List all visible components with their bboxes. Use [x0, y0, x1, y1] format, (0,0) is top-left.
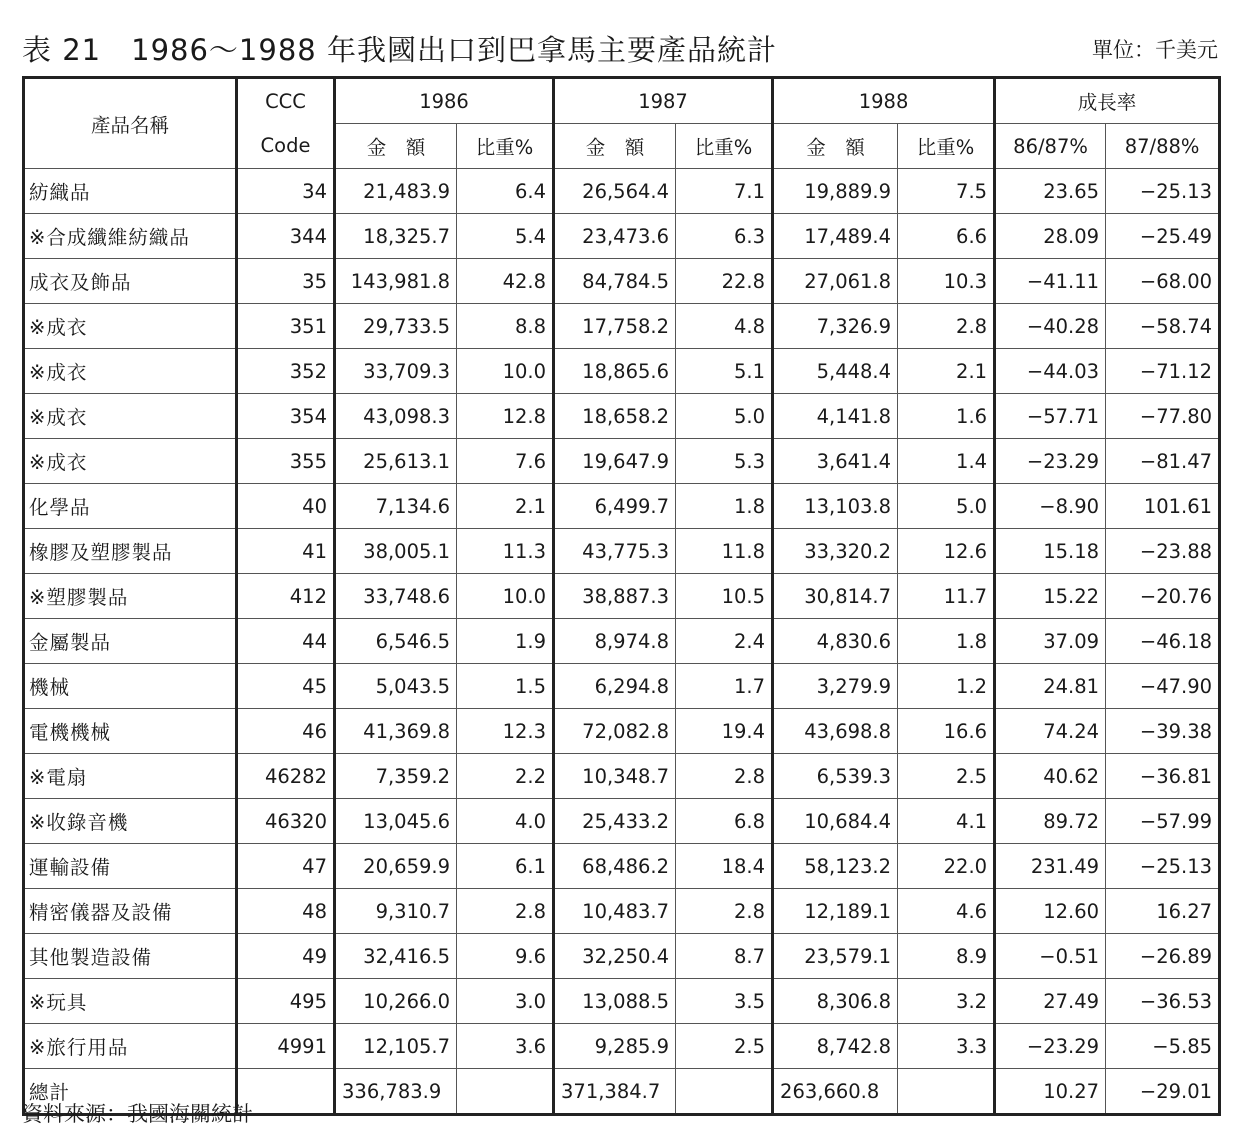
unit-label: 單位：千美元: [1092, 38, 1218, 62]
amount-1987-cell: 68,486.2: [554, 844, 676, 889]
product-name-cell: 電機機械: [24, 709, 237, 754]
product-name-cell: 其他製造設備: [24, 934, 237, 979]
table-title: 表 21 1986～1988 年我國出口到巴拿馬主要產品統計: [22, 33, 777, 67]
share-1986-cell: 6.1: [457, 844, 554, 889]
product-name-cell: ※玩具: [24, 979, 237, 1024]
share-1988-cell: 2.8: [898, 304, 995, 349]
amount-1986-cell: 336,783.9: [335, 1069, 457, 1115]
ccc-code-cell: 44: [237, 619, 335, 664]
growth-86-87-cell: −23.29: [995, 439, 1106, 484]
share-1988-cell: 1.4: [898, 439, 995, 484]
amount-1988-cell: 7,326.9: [773, 304, 898, 349]
amount-1987-cell: 9,285.9: [554, 1024, 676, 1069]
table-row: [24, 574, 1220, 619]
share-1988-cell: 1.2: [898, 664, 995, 709]
amount-1987-cell: 10,483.7: [554, 889, 676, 934]
amount-1986-cell: 10,266.0: [335, 979, 457, 1024]
table-row: [24, 754, 1220, 799]
amount-1987-cell: 13,088.5: [554, 979, 676, 1024]
amount-1986-cell: 33,709.3: [335, 349, 457, 394]
table-row: [24, 214, 1220, 259]
growth-86-87-cell: 231.49: [995, 844, 1106, 889]
share-1987-cell: 22.8: [676, 259, 773, 304]
amount-1988-cell: 43,698.8: [773, 709, 898, 754]
growth-86-87-cell: −44.03: [995, 349, 1106, 394]
share-1987-cell: 6.3: [676, 214, 773, 259]
table-row: [24, 169, 1220, 214]
share-1986-cell: 12.3: [457, 709, 554, 754]
share-1987-cell: 7.1: [676, 169, 773, 214]
table-row: [24, 844, 1220, 889]
amount-1986-cell: 12,105.7: [335, 1024, 457, 1069]
product-name-cell: ※合成纖維紡織品: [24, 214, 237, 259]
header-ccc-line1: CCC: [237, 78, 335, 124]
amount-1986-cell: 20,659.9: [335, 844, 457, 889]
amount-1987-cell: 23,473.6: [554, 214, 676, 259]
amount-1987-cell: 10,348.7: [554, 754, 676, 799]
table-row: [24, 1024, 1220, 1069]
table-row: [24, 259, 1220, 304]
ccc-code-cell: 40: [237, 484, 335, 529]
share-1986-cell: 6.4: [457, 169, 554, 214]
amount-1986-cell: 6,546.5: [335, 619, 457, 664]
header-growth-rate: 成長率: [995, 78, 1220, 124]
share-1988-cell: 11.7: [898, 574, 995, 619]
share-1987-cell: 19.4: [676, 709, 773, 754]
growth-86-87-cell: 37.09: [995, 619, 1106, 664]
amount-1986-cell: 43,098.3: [335, 394, 457, 439]
header-product-name: 產品名稱: [24, 78, 237, 169]
share-1986-cell: 10.0: [457, 574, 554, 619]
table-row: [24, 619, 1220, 664]
growth-86-87-cell: 15.18: [995, 529, 1106, 574]
product-name-cell: ※成衣: [24, 349, 237, 394]
product-name-cell: ※成衣: [24, 304, 237, 349]
growth-87-88-cell: −36.81: [1106, 754, 1220, 799]
growth-86-87-cell: −23.29: [995, 1024, 1106, 1069]
table-row: [24, 979, 1220, 1024]
share-1987-cell: 1.7: [676, 664, 773, 709]
ccc-code-cell: 355: [237, 439, 335, 484]
share-1986-cell: 1.5: [457, 664, 554, 709]
share-1987-cell: 6.8: [676, 799, 773, 844]
share-1986-cell: 11.3: [457, 529, 554, 574]
amount-1988-cell: 23,579.1: [773, 934, 898, 979]
share-1988-cell: 3.2: [898, 979, 995, 1024]
growth-86-87-cell: 23.65: [995, 169, 1106, 214]
amount-1987-cell: 18,865.6: [554, 349, 676, 394]
amount-1988-cell: 8,742.8: [773, 1024, 898, 1069]
table-row: [24, 394, 1220, 439]
share-1986-cell: 2.8: [457, 889, 554, 934]
share-1986-cell: 2.1: [457, 484, 554, 529]
product-name-cell: ※成衣: [24, 394, 237, 439]
share-1988-cell: 5.0: [898, 484, 995, 529]
amount-1988-cell: 3,279.9: [773, 664, 898, 709]
product-name-cell: 金屬製品: [24, 619, 237, 664]
share-1987-cell: 10.5: [676, 574, 773, 619]
share-1987-cell: 4.8: [676, 304, 773, 349]
amount-1987-cell: 19,647.9: [554, 439, 676, 484]
data-source-note: 資料來源：我國海關統計: [22, 1102, 253, 1126]
amount-1988-cell: 33,320.2: [773, 529, 898, 574]
amount-1986-cell: 32,416.5: [335, 934, 457, 979]
amount-1986-cell: 33,748.6: [335, 574, 457, 619]
share-1986-cell: 3.6: [457, 1024, 554, 1069]
ccc-code-cell: 351: [237, 304, 335, 349]
product-name-cell: 紡織品: [24, 169, 237, 214]
growth-86-87-cell: 40.62: [995, 754, 1106, 799]
share-1987-cell: 2.5: [676, 1024, 773, 1069]
amount-1986-cell: 38,005.1: [335, 529, 457, 574]
header-year-1986: 1986: [335, 78, 554, 124]
product-name-cell: ※塑膠製品: [24, 574, 237, 619]
growth-86-87-cell: 24.81: [995, 664, 1106, 709]
table-row: [24, 799, 1220, 844]
header-share-1988: 比重%: [898, 124, 995, 169]
table-row: [24, 934, 1220, 979]
amount-1987-cell: 8,974.8: [554, 619, 676, 664]
amount-1988-cell: 12,189.1: [773, 889, 898, 934]
growth-86-87-cell: 28.09: [995, 214, 1106, 259]
share-1988-cell: [898, 1069, 995, 1115]
share-1986-cell: 5.4: [457, 214, 554, 259]
ccc-code-cell: 46320: [237, 799, 335, 844]
share-1988-cell: 4.1: [898, 799, 995, 844]
ccc-code-cell: 354: [237, 394, 335, 439]
table-row: [24, 709, 1220, 754]
amount-1987-cell: 6,499.7: [554, 484, 676, 529]
share-1987-cell: 1.8: [676, 484, 773, 529]
growth-86-87-cell: 15.22: [995, 574, 1106, 619]
growth-87-88-cell: −68.00: [1106, 259, 1220, 304]
share-1987-cell: 11.8: [676, 529, 773, 574]
growth-87-88-cell: −23.88: [1106, 529, 1220, 574]
amount-1987-cell: 84,784.5: [554, 259, 676, 304]
amount-1988-cell: 13,103.8: [773, 484, 898, 529]
amount-1987-cell: 43,775.3: [554, 529, 676, 574]
product-name-cell: ※成衣: [24, 439, 237, 484]
share-1987-cell: 8.7: [676, 934, 773, 979]
amount-1988-cell: 30,814.7: [773, 574, 898, 619]
share-1987-cell: 3.5: [676, 979, 773, 1024]
title-row: [22, 28, 1218, 72]
product-name-cell: ※電扇: [24, 754, 237, 799]
amount-1987-cell: 6,294.8: [554, 664, 676, 709]
share-1988-cell: 12.6: [898, 529, 995, 574]
amount-1987-cell: 38,887.3: [554, 574, 676, 619]
share-1987-cell: 2.8: [676, 889, 773, 934]
share-1987-cell: 5.3: [676, 439, 773, 484]
amount-1986-cell: 143,981.8: [335, 259, 457, 304]
ccc-code-cell: 49: [237, 934, 335, 979]
table-row: [24, 439, 1220, 484]
share-1988-cell: 2.5: [898, 754, 995, 799]
share-1986-cell: 9.6: [457, 934, 554, 979]
share-1988-cell: 3.3: [898, 1024, 995, 1069]
ccc-code-cell: 495: [237, 979, 335, 1024]
amount-1987-cell: 17,758.2: [554, 304, 676, 349]
amount-1988-cell: 8,306.8: [773, 979, 898, 1024]
amount-1988-cell: 4,830.6: [773, 619, 898, 664]
share-1987-cell: [676, 1069, 773, 1115]
ccc-code-cell: 34: [237, 169, 335, 214]
growth-86-87-cell: 74.24: [995, 709, 1106, 754]
growth-87-88-cell: −36.53: [1106, 979, 1220, 1024]
amount-1986-cell: 7,359.2: [335, 754, 457, 799]
growth-87-88-cell: −25.13: [1106, 844, 1220, 889]
growth-87-88-cell: −29.01: [1106, 1069, 1220, 1115]
growth-86-87-cell: 10.27: [995, 1069, 1106, 1115]
growth-86-87-cell: −0.51: [995, 934, 1106, 979]
amount-1986-cell: 21,483.9: [335, 169, 457, 214]
header-growth-87-88: 87/88%: [1106, 124, 1220, 169]
amount-1987-cell: 72,082.8: [554, 709, 676, 754]
amount-1986-cell: 25,613.1: [335, 439, 457, 484]
amount-1986-cell: 41,369.8: [335, 709, 457, 754]
header-ccc-line2: Code: [237, 124, 335, 169]
growth-87-88-cell: −71.12: [1106, 349, 1220, 394]
header-share-1987: 比重%: [676, 124, 773, 169]
growth-87-88-cell: −5.85: [1106, 1024, 1220, 1069]
share-1987-cell: 2.4: [676, 619, 773, 664]
amount-1988-cell: 19,889.9: [773, 169, 898, 214]
share-1986-cell: 8.8: [457, 304, 554, 349]
product-name-cell: 橡膠及塑膠製品: [24, 529, 237, 574]
table-row: [24, 529, 1220, 574]
ccc-code-cell: 352: [237, 349, 335, 394]
share-1988-cell: 1.6: [898, 394, 995, 439]
share-1988-cell: 2.1: [898, 349, 995, 394]
share-1986-cell: 7.6: [457, 439, 554, 484]
share-1988-cell: 8.9: [898, 934, 995, 979]
share-1987-cell: 5.1: [676, 349, 773, 394]
amount-1986-cell: 5,043.5: [335, 664, 457, 709]
ccc-code-cell: 46282: [237, 754, 335, 799]
share-1987-cell: 5.0: [676, 394, 773, 439]
share-1988-cell: 6.6: [898, 214, 995, 259]
growth-87-88-cell: −25.13: [1106, 169, 1220, 214]
share-1986-cell: 12.8: [457, 394, 554, 439]
header-amount-1986: 金 額: [335, 124, 457, 169]
share-1987-cell: 18.4: [676, 844, 773, 889]
growth-87-88-cell: −77.80: [1106, 394, 1220, 439]
product-name-cell: 總計: [24, 1069, 237, 1115]
ccc-code-cell: 4991: [237, 1024, 335, 1069]
share-1986-cell: 2.2: [457, 754, 554, 799]
header-growth-86-87: 86/87%: [995, 124, 1106, 169]
table-row: [24, 889, 1220, 934]
ccc-code-cell: 344: [237, 214, 335, 259]
amount-1987-cell: 18,658.2: [554, 394, 676, 439]
growth-86-87-cell: −8.90: [995, 484, 1106, 529]
product-name-cell: 成衣及飾品: [24, 259, 237, 304]
growth-87-88-cell: 101.61: [1106, 484, 1220, 529]
growth-87-88-cell: −20.76: [1106, 574, 1220, 619]
share-1988-cell: 22.0: [898, 844, 995, 889]
table-row: [24, 664, 1220, 709]
table-row: [24, 484, 1220, 529]
share-1988-cell: 7.5: [898, 169, 995, 214]
amount-1986-cell: 29,733.5: [335, 304, 457, 349]
growth-87-88-cell: −81.47: [1106, 439, 1220, 484]
growth-87-88-cell: −58.74: [1106, 304, 1220, 349]
header-year-1987: 1987: [554, 78, 773, 124]
amount-1988-cell: 58,123.2: [773, 844, 898, 889]
header-share-1986: 比重%: [457, 124, 554, 169]
table-row: [24, 304, 1220, 349]
share-1986-cell: 42.8: [457, 259, 554, 304]
product-name-cell: 機械: [24, 664, 237, 709]
product-name-cell: 精密儀器及設備: [24, 889, 237, 934]
amount-1987-cell: 371,384.7: [554, 1069, 676, 1115]
share-1986-cell: 10.0: [457, 349, 554, 394]
header-year-1988: 1988: [773, 78, 995, 124]
amount-1986-cell: 18,325.7: [335, 214, 457, 259]
share-1986-cell: 4.0: [457, 799, 554, 844]
table-body: [24, 169, 1220, 1115]
amount-1988-cell: 6,539.3: [773, 754, 898, 799]
growth-86-87-cell: −57.71: [995, 394, 1106, 439]
share-1987-cell: 2.8: [676, 754, 773, 799]
growth-86-87-cell: −40.28: [995, 304, 1106, 349]
amount-1987-cell: 32,250.4: [554, 934, 676, 979]
header-amount-1988: 金 額: [773, 124, 898, 169]
product-name-cell: ※旅行用品: [24, 1024, 237, 1069]
ccc-code-cell: 35: [237, 259, 335, 304]
amount-1986-cell: 13,045.6: [335, 799, 457, 844]
growth-87-88-cell: −25.49: [1106, 214, 1220, 259]
share-1986-cell: [457, 1069, 554, 1115]
growth-86-87-cell: −41.11: [995, 259, 1106, 304]
share-1988-cell: 1.8: [898, 619, 995, 664]
ccc-code-cell: 45: [237, 664, 335, 709]
growth-86-87-cell: 89.72: [995, 799, 1106, 844]
growth-87-88-cell: −26.89: [1106, 934, 1220, 979]
export-statistics-table: [22, 76, 1221, 1116]
ccc-code-cell: 41: [237, 529, 335, 574]
amount-1987-cell: 25,433.2: [554, 799, 676, 844]
product-name-cell: 化學品: [24, 484, 237, 529]
amount-1986-cell: 7,134.6: [335, 484, 457, 529]
growth-86-87-cell: 27.49: [995, 979, 1106, 1024]
amount-1988-cell: 10,684.4: [773, 799, 898, 844]
product-name-cell: ※收錄音機: [24, 799, 237, 844]
share-1988-cell: 16.6: [898, 709, 995, 754]
ccc-code-cell: 412: [237, 574, 335, 619]
growth-87-88-cell: −57.99: [1106, 799, 1220, 844]
ccc-code-cell: 47: [237, 844, 335, 889]
share-1986-cell: 3.0: [457, 979, 554, 1024]
amount-1988-cell: 4,141.8: [773, 394, 898, 439]
share-1988-cell: 4.6: [898, 889, 995, 934]
amount-1988-cell: 263,660.8: [773, 1069, 898, 1115]
amount-1987-cell: 26,564.4: [554, 169, 676, 214]
growth-87-88-cell: 16.27: [1106, 889, 1220, 934]
product-name-cell: 運輸設備: [24, 844, 237, 889]
amount-1986-cell: 9,310.7: [335, 889, 457, 934]
growth-87-88-cell: −46.18: [1106, 619, 1220, 664]
ccc-code-cell: 48: [237, 889, 335, 934]
amount-1988-cell: 17,489.4: [773, 214, 898, 259]
amount-1988-cell: 27,061.8: [773, 259, 898, 304]
growth-86-87-cell: 12.60: [995, 889, 1106, 934]
share-1988-cell: 10.3: [898, 259, 995, 304]
amount-1988-cell: 5,448.4: [773, 349, 898, 394]
amount-1988-cell: 3,641.4: [773, 439, 898, 484]
table-row: [24, 349, 1220, 394]
growth-87-88-cell: −39.38: [1106, 709, 1220, 754]
growth-87-88-cell: −47.90: [1106, 664, 1220, 709]
share-1986-cell: 1.9: [457, 619, 554, 664]
header-amount-1987: 金 額: [554, 124, 676, 169]
ccc-code-cell: 46: [237, 709, 335, 754]
